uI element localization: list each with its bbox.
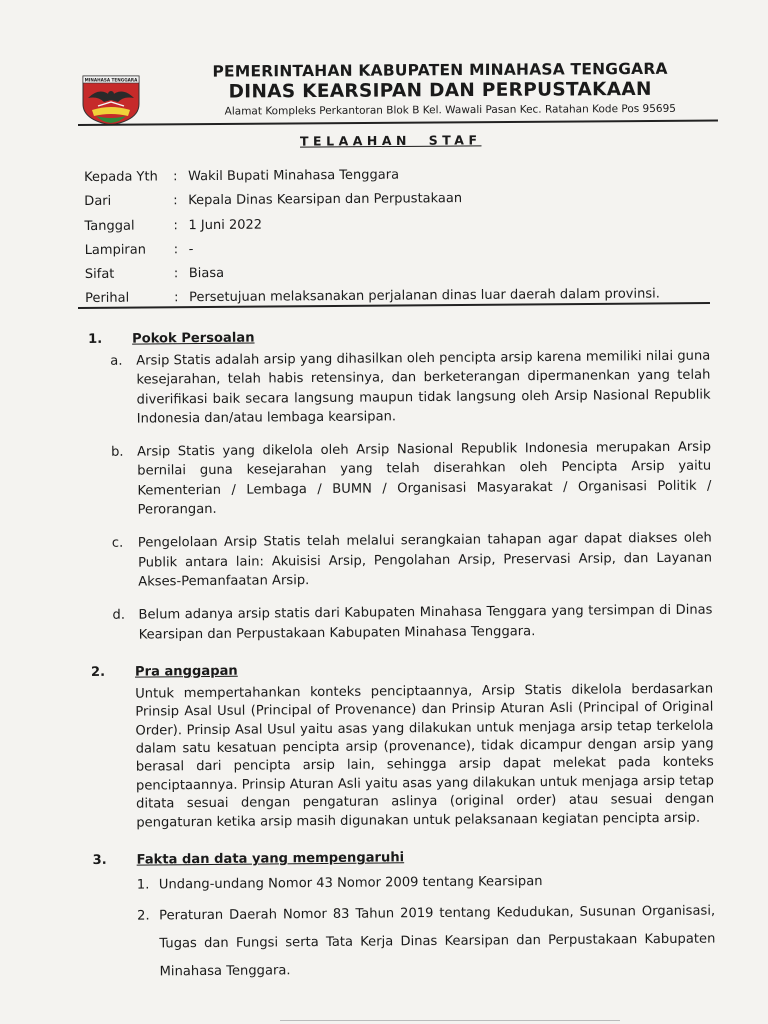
letterhead-divider <box>78 120 718 126</box>
meta-colon: : <box>173 290 179 306</box>
scan-edge-line <box>280 1020 620 1021</box>
list-item <box>88 347 711 430</box>
list-marker: 1. <box>136 877 150 893</box>
svg-text:MINAHASA TENGGARA: MINAHASA TENGGARA <box>84 77 138 83</box>
government-name: PEMERINTAHAN KABUPATEN MINAHASA TENGGARA <box>212 59 668 81</box>
section-title: Pra anggapan <box>134 663 238 680</box>
list-marker: b. <box>111 444 124 460</box>
list-text: Undang-undang Nomor 43 Nomor 2009 tentang Kearsipan <box>158 874 543 893</box>
list-item <box>93 870 715 897</box>
regency-emblem-logo <box>80 74 142 126</box>
section-3-heading <box>93 846 715 871</box>
meta-value: Biasa <box>188 266 225 282</box>
section-number: 3. <box>92 852 107 869</box>
list-marker: 2. <box>137 908 150 924</box>
list-text: Arsip Statis adalah arsip yang dihasilkan oleh pencipta arsip karena memiliki nilai guna kesejarahan, telah habis retensinya, dan berketerangan dipermanenkan yang telah diverifikasi baik secara langsung maupun tidak langsung oleh Arsip Nasional Republik Indonesia dan/atau lembaga kearsipan. <box>136 348 711 427</box>
list-text: Belum adanya arsip statis dari Kabupaten Minahasa Tenggara yang tersimpan di Dinas Kearsipan dan Perpustakaan Kabupaten Minahasa Tenggara. <box>138 602 713 643</box>
meta-colon: : <box>173 169 178 185</box>
agency-name: DINAS KEARSIPAN DAN PERPUSTAKAAN <box>228 78 652 103</box>
list-item <box>90 601 712 645</box>
section-title: Fakta dan data yang mempengaruhi <box>136 850 405 868</box>
section-title: Pokok Persoalan <box>132 330 255 347</box>
meta-value: - <box>188 242 194 258</box>
section-number: 1. <box>88 331 103 347</box>
meta-colon: : <box>173 193 178 209</box>
meta-label: Sifat <box>84 266 115 283</box>
meta-label: Dari <box>84 194 112 210</box>
agency-address: Alamat Kompleks Perkantoran Blok B Kel. Wawali Pasan Kec. Ratahan Kode Pos 95695 <box>224 102 676 118</box>
list-item <box>89 438 712 521</box>
list-item <box>93 898 716 987</box>
meta-value: Kepala Dinas Kearsipan dan Perpustakaan <box>188 191 463 209</box>
meta-label: Lampiran <box>84 242 147 258</box>
meta-colon: : <box>173 242 179 258</box>
meta-label: Tanggal <box>84 218 135 234</box>
list-item <box>90 529 712 592</box>
memo-meta <box>84 161 705 312</box>
section-number: 2. <box>90 664 106 680</box>
meta-colon: : <box>173 266 179 282</box>
section-2-paragraph: Untuk mempertahankan konteks penciptaannya, Arsip Statis dikelola berdasarkan Prinsip Asal Usul (Principal of Provenance) dan Prinsip Aturan Asli (Principal of Original Order). Prinsip Asal Usul yaitu asas yang dilakukan untuk menjaga arsip tetap terkelola dalam satu kesatuan pencipta arsip (provenance), tidak dicampur dengan arsip yang berasal dari pencipta arsip lain, sehingga arsip dapat melekat pada konteks penciptaannya. Prinsip Aturan Asli yaitu asas yang dilakukan untuk menjaga arsip tetap ditata sesuai dengan pengaturan aslinya (original order) atau sesuai dengan pengaturan ketika arsip masih digunakan untuk pelaksanaan kegiatan pencipta arsip. <box>135 681 715 831</box>
meta-colon: : <box>173 217 178 233</box>
meta-label: Kepada Yth <box>84 169 158 185</box>
list-text: Arsip Statis yang dikelola oleh Arsip Nasional Republik Indonesia merupakan Arsip bernilai guna kesejarahan yang telah diserahkan oleh Pencipta Arsip yaitu Kementerian / Lembaga / BUMN / Organisasi Masyarakat / Organisasi Politik / Perorangan. <box>137 439 712 518</box>
meta-value: Wakil Bupati Minahasa Tenggara <box>188 167 400 185</box>
memo-body <box>88 325 716 988</box>
document-title: TELAAHAN STAF <box>299 132 482 149</box>
list-marker: c. <box>111 536 124 552</box>
meta-value: Persetujuan melaksanakan perjalanan dinas luar daerah dalam provinsi. <box>188 286 660 306</box>
list-text: Pengelolaan Arsip Statis telah melalui serangkaian tahapan agar dapat diakses oleh Publik antara lain: Akuisisi Arsip, Pengolahan Arsip, Preservasi Arsip, dan Layanan Akses-Pemanfaatan Arsip. <box>137 530 713 590</box>
section-2-heading <box>91 657 713 682</box>
meta-label: Perihal <box>84 291 130 307</box>
letterhead <box>150 58 730 119</box>
section-1-heading <box>88 325 710 350</box>
meta-value: 1 Juni 2022 <box>188 217 263 233</box>
list-marker: d. <box>112 607 126 624</box>
list-marker: a. <box>110 353 123 369</box>
list-text: Peraturan Daerah Nomor 83 Tahun 2019 tentang Kedudukan, Susunan Organisasi, Tugas dan Fungsi serta Tata Kerja Dinas Kearsipan dan Perpustakaan Kabupaten Minahasa Tenggara. <box>159 903 716 980</box>
